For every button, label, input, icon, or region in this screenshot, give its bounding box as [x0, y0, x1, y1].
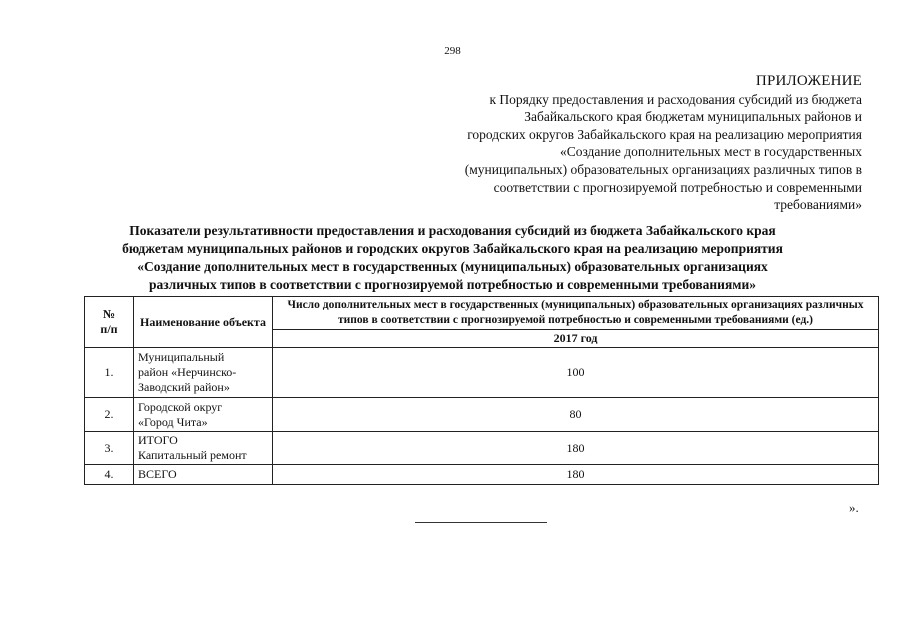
row-value: 100 [273, 348, 879, 398]
row-value: 180 [273, 465, 879, 485]
header-number [85, 297, 134, 348]
row-object-name [134, 348, 273, 398]
header-additional-places: Число дополнительных мест в государственных (муниципальных) образовательных организациях различных типов в соответствии с прогнозируемой потребностью и современными требованиями (ед.) [273, 297, 879, 330]
table-row [85, 348, 879, 398]
appendix-line: соответствии с прогнозируемой потребностью и современными [493, 179, 862, 195]
appendix-line: городских округов Забайкальского края на реализацию мероприятия [467, 126, 862, 142]
appendix-block [300, 73, 862, 214]
row-number: 3. [85, 432, 134, 465]
row-object-name [134, 398, 273, 432]
document-title-line: различных типов в соответствии с прогнозируемой потребностью и современными требованиями» [148, 277, 756, 292]
appendix-line: к Порядку предоставления и расходования субсидий из бюджета [489, 91, 862, 107]
table-header-row [85, 297, 879, 330]
appendix-line: «Создание дополнительных мест в государственных [559, 144, 862, 160]
header-year: 2017 год [273, 330, 879, 348]
table-row [85, 398, 879, 432]
row-value: 80 [273, 398, 879, 432]
document-title-line: Показатели результативности предоставления и расходования субсидий из бюджета Забайкальского края [129, 223, 776, 238]
row-object-name-line: район «Нерчинско- [138, 365, 237, 379]
appendix-line: требованиями» [774, 197, 862, 213]
closing-mark: ». [849, 500, 859, 515]
appendix-line: Забайкальского края бюджетам муниципальных районов и [524, 109, 862, 125]
document-title [60, 222, 845, 294]
row-object-name-line: Муниципальный [138, 350, 225, 364]
row-number: 1. [85, 348, 134, 398]
footer-divider [415, 522, 547, 523]
header-number-symbol: № [102, 307, 116, 321]
row-object-name [134, 432, 273, 465]
header-number-label: п/п [100, 322, 118, 336]
results-table [84, 296, 879, 485]
row-object-name-line: Городской округ [138, 399, 223, 414]
row-object-name-line: ИТОГО [138, 433, 178, 447]
appendix-line: (муниципальных) образовательных организациях различных типов в [464, 161, 862, 177]
appendix-title: ПРИЛОЖЕНИЕ [755, 73, 862, 89]
header-object-name: Наименование объекта [134, 297, 273, 348]
table-row [85, 465, 879, 485]
table-row [85, 432, 879, 465]
row-object-name-line: ВСЕГО [138, 467, 177, 481]
row-object-name-line: «Город Чита» [138, 414, 208, 429]
document-title-line: «Создание дополнительных мест в государственных (муниципальных) образовательных организациях [137, 259, 768, 274]
row-number: 4. [85, 465, 134, 485]
row-object-name [134, 465, 273, 485]
document-title-line: бюджетам муниципальных районов и городских округов Забайкальского края на реализацию мероприятия [122, 241, 783, 256]
page-number: 298 [444, 45, 461, 57]
row-object-name-line: Заводский район» [138, 380, 230, 394]
row-value: 180 [273, 432, 879, 465]
row-object-name-line: Капитальный ремонт [138, 448, 247, 462]
row-number: 2. [85, 398, 134, 432]
